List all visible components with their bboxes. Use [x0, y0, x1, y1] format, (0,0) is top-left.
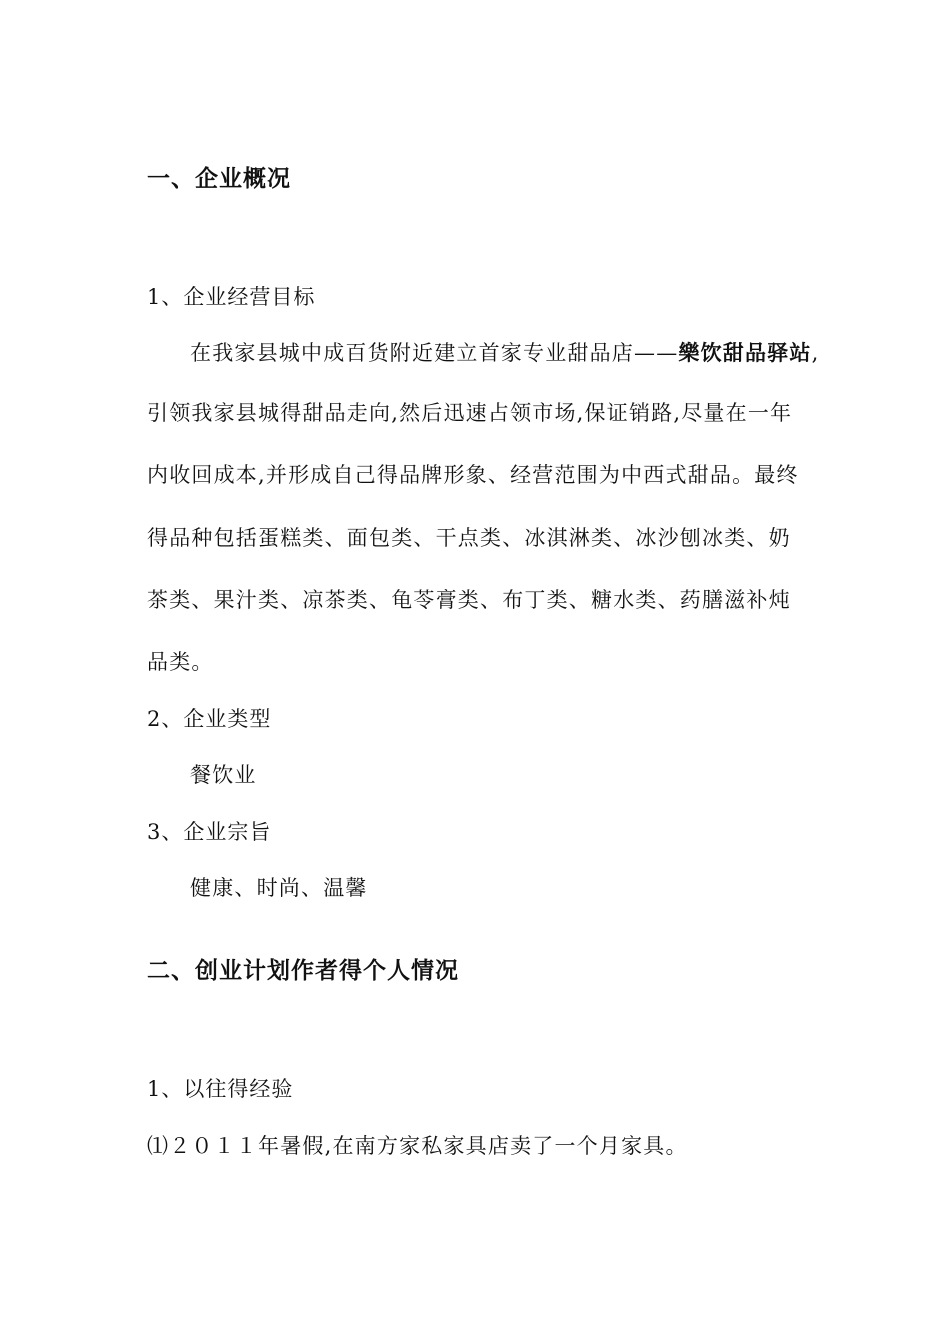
item-2-value: 餐饮业	[190, 763, 257, 787]
paragraph-line-6: 品类。	[147, 650, 214, 674]
item-3-title: 3、企业宗旨	[147, 820, 272, 844]
paragraph-line-4: 得品种包括蛋糕类、面包类、干点类、冰淇淋类、冰沙刨冰类、奶	[147, 526, 791, 550]
paragraph-line-2: 引领我家县城得甜品走向,然后迅速占领市场,保证销路,尽量在一年	[147, 401, 793, 425]
section-1-heading: 一、企业概况	[147, 165, 291, 192]
item-2-title: 2、企业类型	[147, 707, 272, 731]
item-1-title: 1、企业经营目标	[147, 285, 316, 309]
section-2-item-1-title: 1、以往得经验	[147, 1077, 294, 1101]
experience-entry-1: ⑴２０１１年暑假,在南方家私家具店卖了一个月家具。	[147, 1134, 688, 1158]
item-3-value: 健康、时尚、温馨	[190, 876, 368, 900]
paragraph-line-1-text: 在我家县城中成百货附近建立首家专业甜品店——	[190, 341, 679, 365]
paragraph-line-1	[190, 338, 820, 368]
paragraph-line-3: 内收回成本,并形成自己得品牌形象、经营范围为中西式甜品。最终	[147, 463, 799, 487]
section-2-heading: 二、创业计划作者得个人情况	[147, 957, 459, 984]
store-name: 樂饮甜品驿站	[678, 340, 812, 365]
paragraph-line-5: 茶类、果汁类、凉茶类、龟苓膏类、布丁类、糖水类、药膳滋补炖	[147, 588, 791, 612]
paragraph-line-1-comma: ,	[811, 341, 820, 365]
